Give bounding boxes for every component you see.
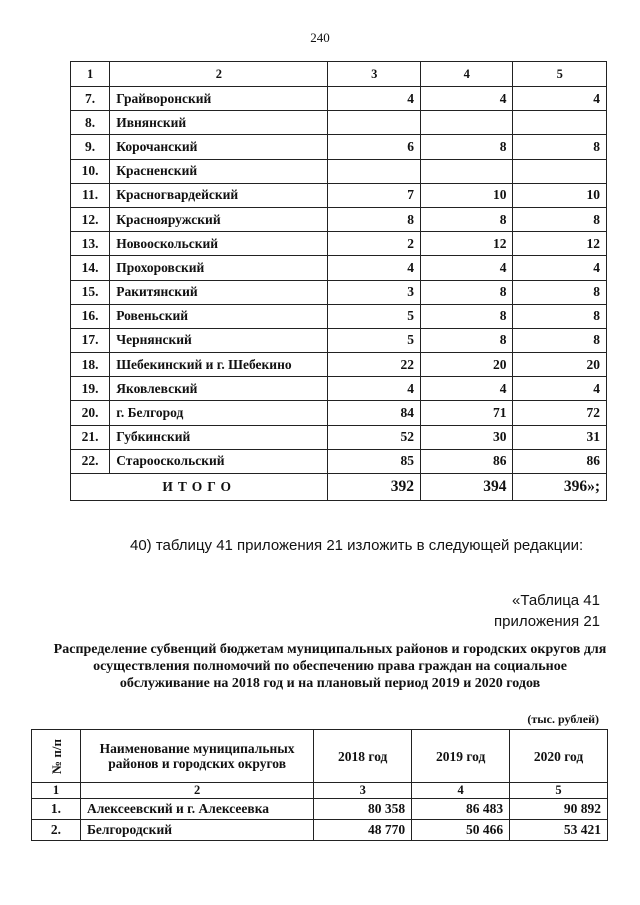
row-number: 21. [71, 425, 110, 449]
table-row [71, 280, 607, 304]
total-col3: 392 [328, 474, 421, 501]
district-name: Новооскольский [110, 232, 328, 256]
value-col4: 20 [420, 353, 513, 377]
row-number: 8. [71, 111, 110, 135]
district-name: г. Белгород [110, 401, 328, 425]
row-number: 7. [71, 87, 110, 111]
table-row [71, 232, 607, 256]
value-col3: 5 [328, 328, 421, 352]
table-header-row [71, 62, 607, 87]
column-numbers-row [32, 783, 608, 799]
col-number-5: 5 [510, 783, 608, 799]
district-name: Корочанский [110, 135, 328, 159]
district-name: Ровеньский [110, 304, 328, 328]
value-col4: 8 [420, 328, 513, 352]
row-number: 20. [71, 401, 110, 425]
subventions-table [31, 729, 608, 841]
value-2020: 90 892 [510, 799, 608, 820]
amendment-paragraph: 40) таблицу 41 приложения 21 изложить в следующей редакции: [130, 537, 584, 554]
value-col3 [328, 111, 421, 135]
value-col5: 31 [513, 425, 607, 449]
value-col5: 8 [513, 135, 607, 159]
table-row [71, 87, 607, 111]
col-number-1: 1 [71, 62, 110, 87]
table-caption-title: «Таблица 41 [511, 592, 600, 609]
col-number-5: 5 [513, 62, 607, 87]
value-col5: 72 [513, 401, 607, 425]
table-row [71, 377, 607, 401]
districts-table [70, 61, 607, 501]
table-row [71, 353, 607, 377]
row-number: 11. [71, 183, 110, 207]
header-year-2018: 2018 год [314, 730, 412, 783]
value-col5: 12 [513, 232, 607, 256]
row-number: 19. [71, 377, 110, 401]
value-col3: 7 [328, 183, 421, 207]
table-header-row [32, 730, 608, 783]
table-row [71, 111, 607, 135]
header-name: Наименование муниципальных районов и городских округов [80, 730, 313, 783]
table-caption-appendix: приложения 21 [494, 613, 600, 630]
row-number: 14. [71, 256, 110, 280]
header-year-2019: 2019 год [412, 730, 510, 783]
table-row [71, 159, 607, 183]
district-name: Прохоровский [110, 256, 328, 280]
district-name: Ракитянский [110, 280, 328, 304]
district-name: Шебекинский и г. Шебекино [110, 353, 328, 377]
value-col5: 8 [513, 328, 607, 352]
value-col5 [513, 111, 607, 135]
value-col5: 86 [513, 449, 607, 473]
total-row [71, 474, 607, 501]
value-col3: 4 [328, 377, 421, 401]
value-col3 [328, 159, 421, 183]
district-name: Ивнянский [110, 111, 328, 135]
district-name: Красненский [110, 159, 328, 183]
district-name: Губкинский [110, 425, 328, 449]
table-row [71, 449, 607, 473]
col-number-3: 3 [314, 783, 412, 799]
district-name: Старооскольский [110, 449, 328, 473]
row-number: 10. [71, 159, 110, 183]
value-col4 [420, 111, 513, 135]
value-col3: 22 [328, 353, 421, 377]
row-number: 2. [32, 820, 81, 841]
row-number: 16. [71, 304, 110, 328]
value-2018: 80 358 [314, 799, 412, 820]
value-col3: 4 [328, 87, 421, 111]
value-col4: 4 [420, 87, 513, 111]
value-col5: 4 [513, 377, 607, 401]
value-col3: 4 [328, 256, 421, 280]
value-2018: 48 770 [314, 820, 412, 841]
table-row [71, 401, 607, 425]
col-number-2: 2 [110, 62, 328, 87]
row-number: 1. [32, 799, 81, 820]
header-number [32, 730, 81, 783]
col-number-4: 4 [420, 62, 513, 87]
value-col3: 85 [328, 449, 421, 473]
row-number: 17. [71, 328, 110, 352]
value-col4: 12 [420, 232, 513, 256]
table-row [71, 328, 607, 352]
district-name: Краснояружский [110, 207, 328, 231]
value-col5: 10 [513, 183, 607, 207]
value-col4: 10 [420, 183, 513, 207]
value-col4 [420, 159, 513, 183]
row-number: 22. [71, 449, 110, 473]
value-col3: 84 [328, 401, 421, 425]
value-col4: 4 [420, 377, 513, 401]
header-year-2020: 2020 год [510, 730, 608, 783]
table-row [71, 425, 607, 449]
district-name: Чернянский [110, 328, 328, 352]
district-name: Красногвардейский [110, 183, 328, 207]
table-row [71, 207, 607, 231]
value-col3: 3 [328, 280, 421, 304]
row-number: 13. [71, 232, 110, 256]
value-col3: 8 [328, 207, 421, 231]
row-number: 18. [71, 353, 110, 377]
table-row [32, 799, 608, 820]
table-row [71, 135, 607, 159]
district-name: Яковлевский [110, 377, 328, 401]
value-col4: 86 [420, 449, 513, 473]
value-col3: 6 [328, 135, 421, 159]
value-col4: 8 [420, 304, 513, 328]
district-name: Алексеевский и г. Алексеевка [80, 799, 313, 820]
value-col3: 2 [328, 232, 421, 256]
page-number: 240 [310, 30, 330, 45]
table-row [32, 820, 608, 841]
table-row [71, 183, 607, 207]
district-name: Грайворонский [110, 87, 328, 111]
district-name: Белгородский [80, 820, 313, 841]
total-label: ИТОГО [71, 474, 328, 501]
col-number-1: 1 [32, 783, 81, 799]
value-col5: 4 [513, 256, 607, 280]
value-2019: 50 466 [412, 820, 510, 841]
value-2020: 53 421 [510, 820, 608, 841]
value-col3: 52 [328, 425, 421, 449]
value-col4: 8 [420, 135, 513, 159]
value-col5: 8 [513, 207, 607, 231]
col-number-3: 3 [328, 62, 421, 87]
value-col4: 8 [420, 280, 513, 304]
table-row [71, 256, 607, 280]
units-label: (тыс. рублей) [527, 712, 599, 726]
value-col4: 71 [420, 401, 513, 425]
row-number: 12. [71, 207, 110, 231]
table-row [71, 304, 607, 328]
row-number: 15. [71, 280, 110, 304]
value-2019: 86 483 [412, 799, 510, 820]
value-col4: 30 [420, 425, 513, 449]
value-col5: 20 [513, 353, 607, 377]
value-col5: 8 [513, 280, 607, 304]
value-col4: 8 [420, 207, 513, 231]
value-col5: 4 [513, 87, 607, 111]
table-heading: Распределение субвенций бюджетам муниципальных районов и городских округов для осуществления полномочий по обеспечению права граждан на социальное обслуживание на 2018 год и на плановый период 2019 и 2020 годов [53, 642, 607, 691]
col-number-4: 4 [412, 783, 510, 799]
value-col3: 5 [328, 304, 421, 328]
value-col5: 8 [513, 304, 607, 328]
total-col4: 394 [420, 474, 513, 501]
total-col5: 396»; [513, 474, 607, 501]
row-number: 9. [71, 135, 110, 159]
value-col4: 4 [420, 256, 513, 280]
col-number-2: 2 [80, 783, 313, 799]
value-col5 [513, 159, 607, 183]
header-number-text: № п/п [48, 738, 64, 774]
